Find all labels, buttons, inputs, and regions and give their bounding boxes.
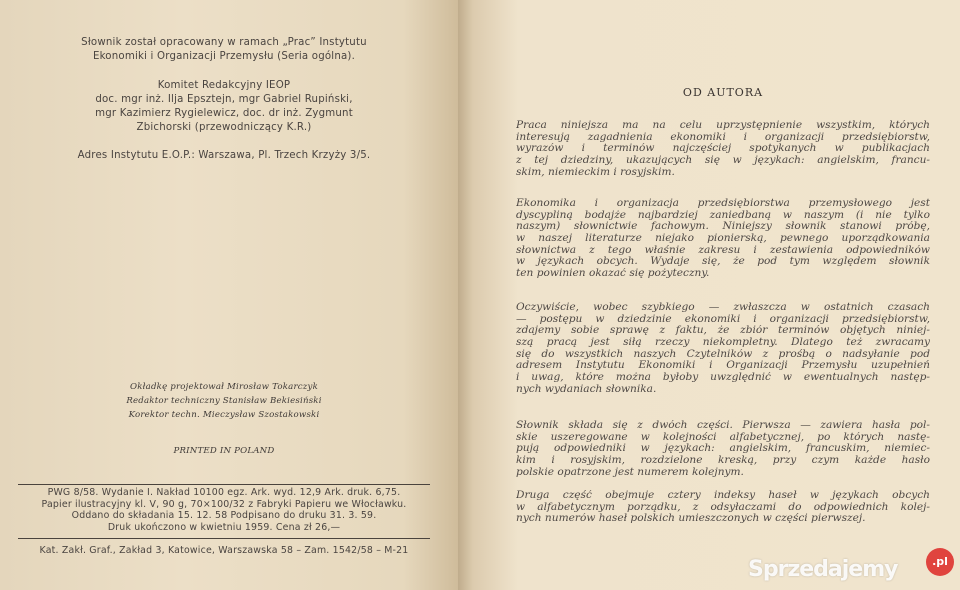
text-line: Okładkę projektował Mirosław Tokarczyk (130, 382, 318, 392)
text-line: wyrazów i terminów najczęściej spotykanych w publikacjach (516, 143, 930, 155)
text-line: — postępu w dziedzinie ekonomiki i organizacji przedsiębiorstw, (516, 313, 930, 325)
text-line: w alfabetycznym porządku, z odsyłaczami do odpowiednich kolej- (516, 501, 930, 513)
text-line: ten powinien okazać się pożyteczny. (516, 268, 710, 280)
imprint (14, 487, 434, 533)
text-line: PWG 8/58. Wydanie I. Nakład 10100 egz. Ark. wyd. 12,9 Ark. druk. 6,75. (47, 487, 401, 498)
paragraph (516, 120, 930, 178)
text-line: skim, niemieckim i rosyjskim. (516, 166, 675, 178)
watermark-badge: .pl (926, 548, 954, 576)
text-line: Redaktor techniczny Stanisław Bekiesiński (126, 396, 322, 406)
text-line: Papier ilustracyjny kl. V, 90 g, 70×100/32 z Fabryki Papieru we Włocławku. (41, 498, 407, 510)
text-line: Słownik został opracowany w ramach „Prac” Instytutu (81, 37, 367, 48)
text-line: Druk ukończono w kwietniu 1959. Cena zł 26,— (107, 521, 341, 533)
text-line: w naszej literaturze niejako pionierską, pewnego uporządkowania (516, 233, 930, 245)
paragraph (516, 420, 930, 478)
text-line: doc. mgr inż. Ilja Epsztejn, mgr Gabriel Rupiński, (95, 94, 353, 105)
text-line: dyscypliną bodajże najbardziej zaniedbaną w naszym (i nie tylko (516, 209, 930, 221)
paragraph (516, 198, 930, 280)
text-line: Oczywiście, wobec szybkiego — zwłaszcza w ostatnich czasach (516, 302, 930, 313)
text-line: skie uszeregowane w kolejności alfabetycznej, po których nastę- (516, 431, 930, 443)
text-line: pują odpowiedniki w językach: angielskim, francuskim, niemiec- (516, 443, 930, 455)
intro-note (18, 36, 430, 64)
text-line: Zbichorski (przewodniczący K.R.) (136, 122, 312, 133)
credits (18, 380, 430, 422)
watermark-logo: Sprzedajemy (748, 557, 898, 582)
text-line: w językach obcych. Wydaje się, że pod tym względem słownik (516, 256, 930, 268)
text-line: nych numerów haseł polskich umieszczonych w części pierwszej. (516, 513, 866, 525)
text-line: nych wydaniach słownika. (516, 383, 657, 395)
text-line: i uwag, które można byłoby uwzględnić w ewentualnych następ- (516, 372, 930, 384)
text-line: naszym) słownictwie fachowym. Niniejszy słownik stanowi próbę, (516, 221, 930, 233)
left-page (0, 0, 458, 590)
text-line: Druga część obejmuje cztery indeksy haseł w językach obcych (516, 490, 930, 501)
divider (18, 484, 430, 485)
text-line: interesują zagadnienia ekonomiki i organizacji przedsiębiorstw, (516, 131, 930, 143)
text-line: kim i rosyjskim, rozdzielone kreską, przy czym każde hasło (516, 455, 930, 467)
text-line: polskie opatrzone jest numerem kolejnym. (516, 466, 744, 478)
text-line: Korektor techn. Mieczysław Szostakowski (128, 410, 320, 420)
page-title: OD AUTORA (682, 86, 764, 99)
institute-address: Adres Instytutu E.O.P.: Warszawa, Pl. Trzech Krzyży 3/5. (77, 150, 371, 161)
text-line: Praca niniejsza ma na celu uprzystępnienie wszystkim, których (516, 120, 930, 131)
text-line: z tej dziedziny, ukazujących się w językach: angielskim, francu- (516, 155, 930, 167)
text-line: słownictwa z tego właśnie zakresu i zestawienia odpowiedników (516, 244, 930, 256)
text-line: Oddano do składania 15. 12. 58 Podpisano do druku 31. 3. 59. (71, 510, 377, 521)
paragraph (516, 302, 930, 396)
text-line: Ekonomika i organizacja przedsiębiorstwa przemysłowego jest (516, 198, 930, 209)
text-line: Ekonomiki i Organizacji Przemysłu (Seria ogólna). (92, 51, 356, 62)
text-line: Słownik składa się z dwóch części. Pierwsza — zawiera hasła pol- (516, 420, 930, 431)
text-line: Komitet Redakcyjny IEOP (157, 80, 291, 91)
editorial-committee (18, 79, 430, 135)
text-line: mgr Kazimierz Rygielewicz, doc. dr inż. Zygmunt (95, 108, 353, 119)
divider (18, 538, 430, 539)
paragraph (516, 490, 930, 525)
printer-info: Kat. Zakł. Graf., Zakład 3, Katowice, Warszawska 58 – Zam. 1542/58 – M-21 (39, 545, 409, 556)
text-line: szą pracą jest siłą rzeczy niekompletny. Dlatego też zwracamy (516, 337, 930, 349)
text-line: adresem Instytutu Ekonomiki i Organizacji Przemysłu uzupełnień (516, 360, 930, 372)
printed-in-poland: PRINTED IN POLAND (173, 446, 275, 456)
text-line: się do wszystkich naszych Czytelników z prośbą o nadsyłanie pod (516, 348, 930, 360)
text-line: zdajemy sobie sprawę z faktu, że zbiór terminów objętych niniej- (516, 325, 930, 337)
